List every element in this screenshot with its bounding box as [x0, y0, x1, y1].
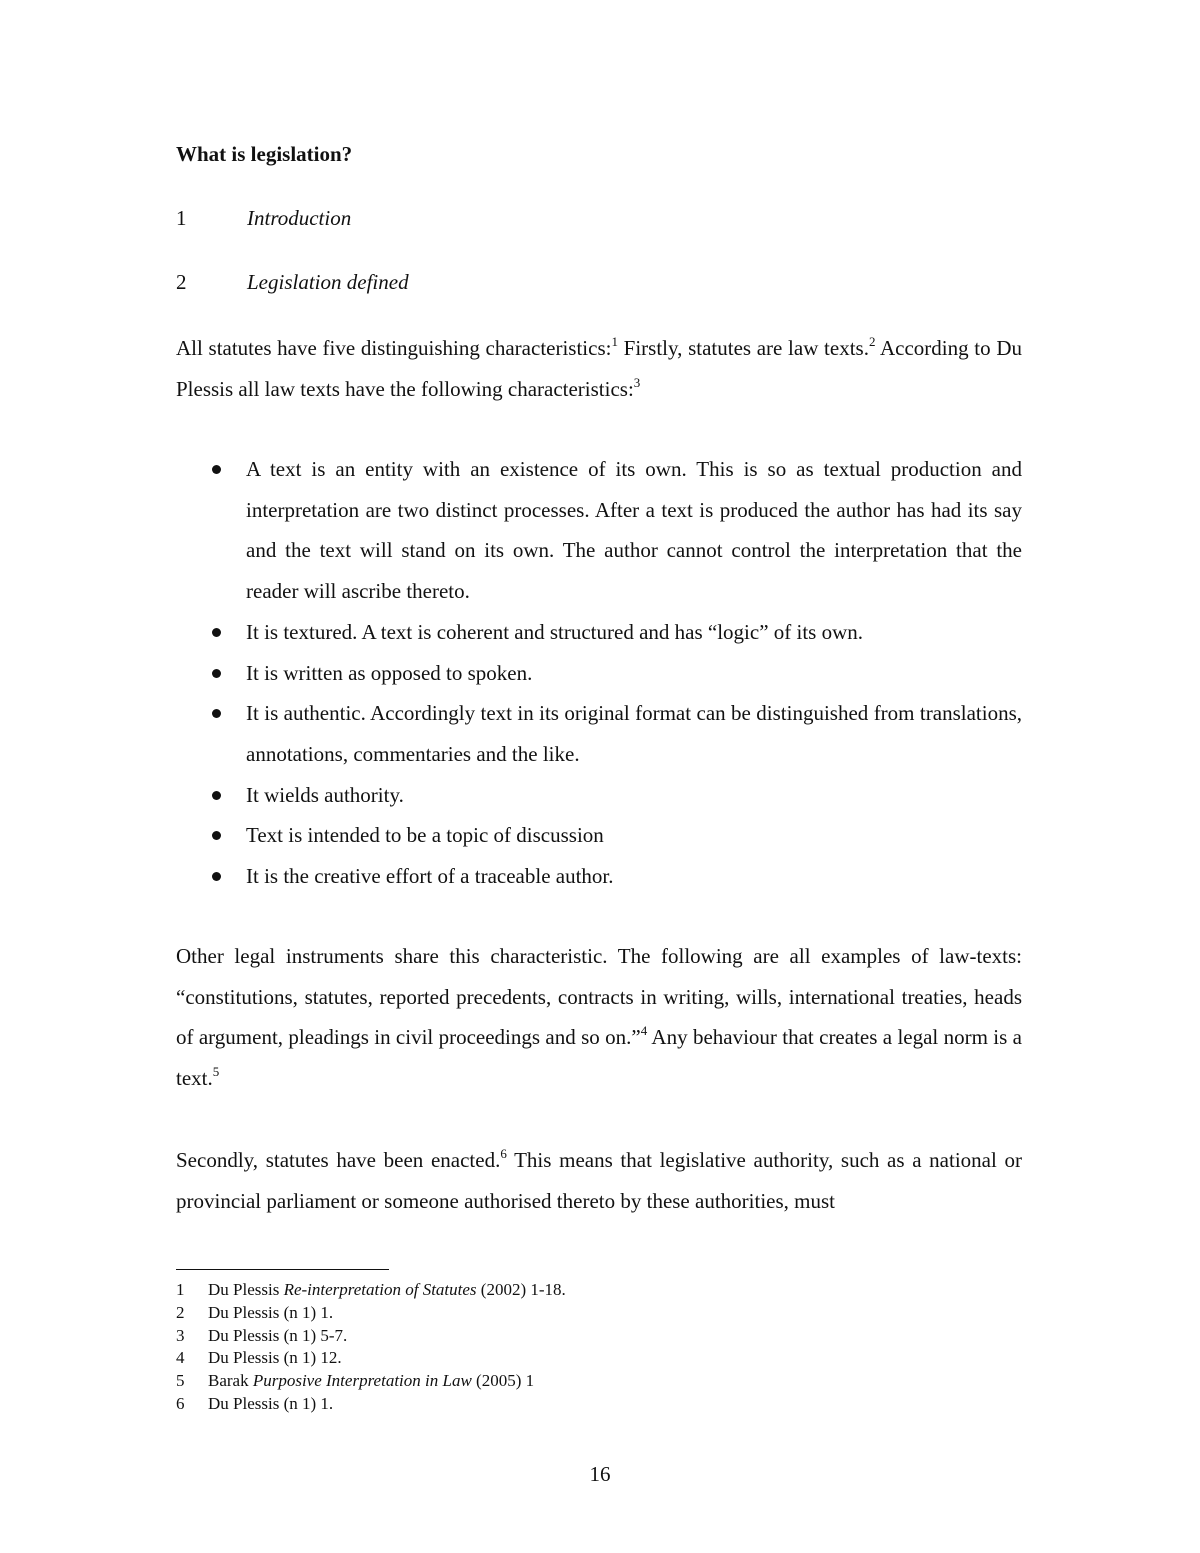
list-item-text: Text is intended to be a topic of discussion	[246, 823, 604, 848]
bullet-icon	[212, 465, 221, 474]
footnote-title: Purposive Interpretation in Law	[252, 1371, 472, 1391]
section-legislation-defined	[176, 270, 409, 295]
footnote-number: 2	[176, 1302, 185, 1322]
bullet-icon	[212, 709, 221, 718]
footnote	[176, 1347, 566, 1370]
paragraph-enacted	[176, 1140, 1022, 1221]
paragraph-text: All statutes have five distinguishing characteristics:	[176, 336, 612, 360]
list-item	[176, 815, 1022, 856]
section-introduction	[176, 206, 351, 231]
paragraph-text: Any behaviour that creates a legal norm is a text.	[176, 1025, 1022, 1091]
footnote-text: Du Plessis (n 1) 12.	[208, 1348, 342, 1368]
footnote-number: 1	[176, 1280, 185, 1299]
footnote-text: Barak	[208, 1371, 253, 1391]
list-item	[176, 856, 1022, 897]
list-item-text: It wields authority.	[246, 782, 404, 807]
footnote	[176, 1325, 566, 1348]
footnote	[176, 1302, 566, 1325]
paragraph-text: Other legal instruments share this characteristic. The following are all examples of law-texts: “constitutions, statutes, reported precedents, contracts in writing, wills, international treaties, heads of argument, pleadings in civil proceedings and so on.”	[176, 944, 1022, 1050]
footnote-ref: 1	[611, 334, 618, 349]
footnote-number: 5	[176, 1371, 185, 1391]
footnote-ref: 5	[212, 1064, 220, 1080]
footnotes	[176, 1279, 566, 1416]
footnote-text: (2002) 1-18.	[476, 1280, 566, 1299]
paragraph-text: According to Du Plessis all law texts have the following characteristics:	[176, 336, 1022, 401]
page-heading: What is legislation?	[176, 142, 353, 166]
footnote-ref: 6	[500, 1146, 507, 1161]
list-item	[176, 693, 1022, 774]
footnote	[176, 1393, 566, 1416]
paragraph-text: Firstly, statutes are law texts.	[617, 336, 869, 360]
bullet-icon	[212, 628, 221, 637]
list-item-text: It is the creative effort of a traceable author.	[246, 864, 614, 889]
paragraph-text: Secondly, statutes have been enacted.	[176, 1148, 501, 1172]
section-title: Legislation defined	[247, 270, 409, 294]
footnote-ref: 4	[640, 1023, 648, 1039]
footnote-ref: 3	[633, 374, 641, 390]
list-item-text: A text is an entity with an existence of its own. This is so as textual production and interpretation are two distinct processes. After a text is produced the author has had its say and the text will stand on its own. The author cannot control the interpretation that the reader will ascribe thereto.	[246, 457, 1022, 604]
list-item	[176, 775, 1022, 816]
footnote-text: Du Plessis (n 1) 5-7.	[208, 1325, 348, 1345]
list-item-text: It is authentic. Accordingly text in its original format can be distinguished from translations, annotations, commentaries and the like.	[246, 701, 1022, 766]
list-item	[176, 653, 1022, 694]
list-item	[176, 449, 1022, 612]
paragraph-text: This means that legislative authority, such as a national or provincial parliament or someone authorised thereto by these authorities, must	[176, 1148, 1022, 1213]
footnote-text: Du Plessis (n 1) 1.	[208, 1302, 334, 1322]
bullet-icon	[212, 791, 221, 800]
footnote-title: Re-interpretation of Statutes	[283, 1280, 477, 1299]
characteristics-list	[176, 449, 1022, 897]
bullet-icon	[212, 669, 221, 678]
footnote-ref: 2	[868, 334, 876, 349]
list-item-text: It is written as opposed to spoken.	[246, 660, 533, 685]
list-item-text: It is textured. A text is coherent and structured and has “logic” of its own.	[246, 619, 864, 644]
bullet-icon	[212, 872, 221, 881]
footnote-divider	[176, 1269, 389, 1270]
list-item	[176, 612, 1022, 653]
paragraph-characteristics	[176, 328, 1022, 409]
section-number: 2	[176, 270, 187, 294]
footnote	[176, 1279, 566, 1302]
footnote-text: Du Plessis (n 1) 1.	[208, 1393, 334, 1413]
section-title: Introduction	[247, 206, 352, 230]
page-number: 16	[589, 1462, 611, 1486]
paragraph-other-instruments	[176, 936, 1022, 1099]
footnote-number: 4	[176, 1348, 185, 1368]
bullet-icon	[212, 831, 221, 840]
footnote-number: 3	[176, 1325, 185, 1345]
footnote-number: 6	[176, 1393, 185, 1413]
footnote	[176, 1370, 566, 1393]
footnote-text: (2005) 1	[471, 1371, 535, 1391]
section-number: 1	[176, 206, 187, 230]
footnote-text: Du Plessis	[208, 1280, 284, 1299]
